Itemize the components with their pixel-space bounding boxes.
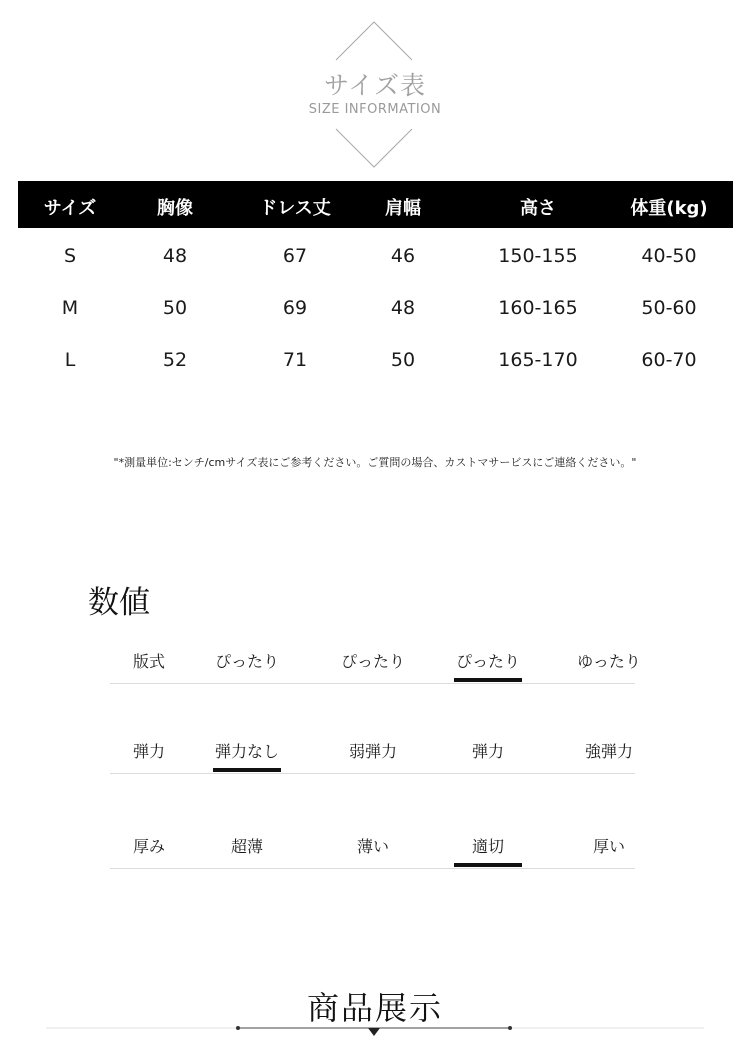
value-row-fit <box>110 643 641 684</box>
table-cell: 69 <box>282 297 308 319</box>
column-header-size: サイズ <box>43 198 97 219</box>
diamond-bottom-icon <box>334 125 414 169</box>
table-cell: S <box>63 245 77 267</box>
value-option: ゆったり <box>577 652 641 671</box>
table-row <box>18 289 733 329</box>
table-cell: 40-50 <box>641 245 697 267</box>
table-cell: 50 <box>162 297 188 319</box>
size-chart-subtitle: SIZE INFORMATION <box>308 102 442 117</box>
value-option: 弾力なし <box>202 739 292 762</box>
value-option: ぴったり <box>214 652 279 671</box>
value-row-label: 版式 <box>132 652 165 671</box>
values-section-title: 数値 <box>88 585 150 621</box>
value-row-thickness <box>110 828 635 869</box>
table-cell: 50 <box>390 349 416 371</box>
table-cell: M <box>61 297 79 319</box>
size-chart-title: サイズ表 <box>323 71 426 100</box>
table-cell: 160-165 <box>498 297 578 319</box>
product-display-title: 商品展示 <box>306 989 443 1027</box>
table-cell: 46 <box>390 245 416 267</box>
value-option: 適切 <box>443 834 533 857</box>
table-cell: 52 <box>162 349 188 371</box>
value-option: 弾力 <box>471 742 504 761</box>
table-cell: 50-60 <box>641 297 697 319</box>
table-cell: 67 <box>282 245 308 267</box>
value-option: 厚い <box>592 837 625 856</box>
table-row <box>18 341 733 381</box>
column-header-shoulder: 肩幅 <box>385 198 421 219</box>
size-table-header <box>18 181 733 228</box>
table-cell: 150-155 <box>498 245 578 267</box>
column-header-weight: 体重(kg) <box>630 198 708 219</box>
title-divider-icon <box>46 1024 704 1040</box>
value-option: 超薄 <box>230 837 263 856</box>
column-header-height: 高さ <box>520 198 556 219</box>
column-header-bust: 胸像 <box>157 198 193 219</box>
diamond-top-icon <box>334 20 414 64</box>
value-row-elasticity <box>110 733 635 774</box>
value-option: 強弾力 <box>584 742 633 761</box>
table-row <box>18 237 733 277</box>
measurement-note: "*測量単位:センチ/cmサイズ表にご参考ください。ご質問の場合、カストマサービスにご連絡ください。" <box>113 456 637 469</box>
table-cell: 71 <box>282 349 308 371</box>
table-cell: 48 <box>390 297 416 319</box>
value-row-label: 厚み <box>132 837 165 856</box>
column-header-dress-length: ドレス丈 <box>259 198 331 219</box>
table-cell: 60-70 <box>641 349 697 371</box>
value-option: ぴったり <box>340 652 405 671</box>
table-cell: 48 <box>162 245 188 267</box>
table-cell: L <box>64 349 76 371</box>
value-option: 薄い <box>356 837 389 856</box>
table-cell: 165-170 <box>498 349 578 371</box>
value-row-label: 弾力 <box>132 742 165 761</box>
value-option: ぴったり <box>443 649 533 672</box>
value-option: 弱弾力 <box>348 742 397 761</box>
